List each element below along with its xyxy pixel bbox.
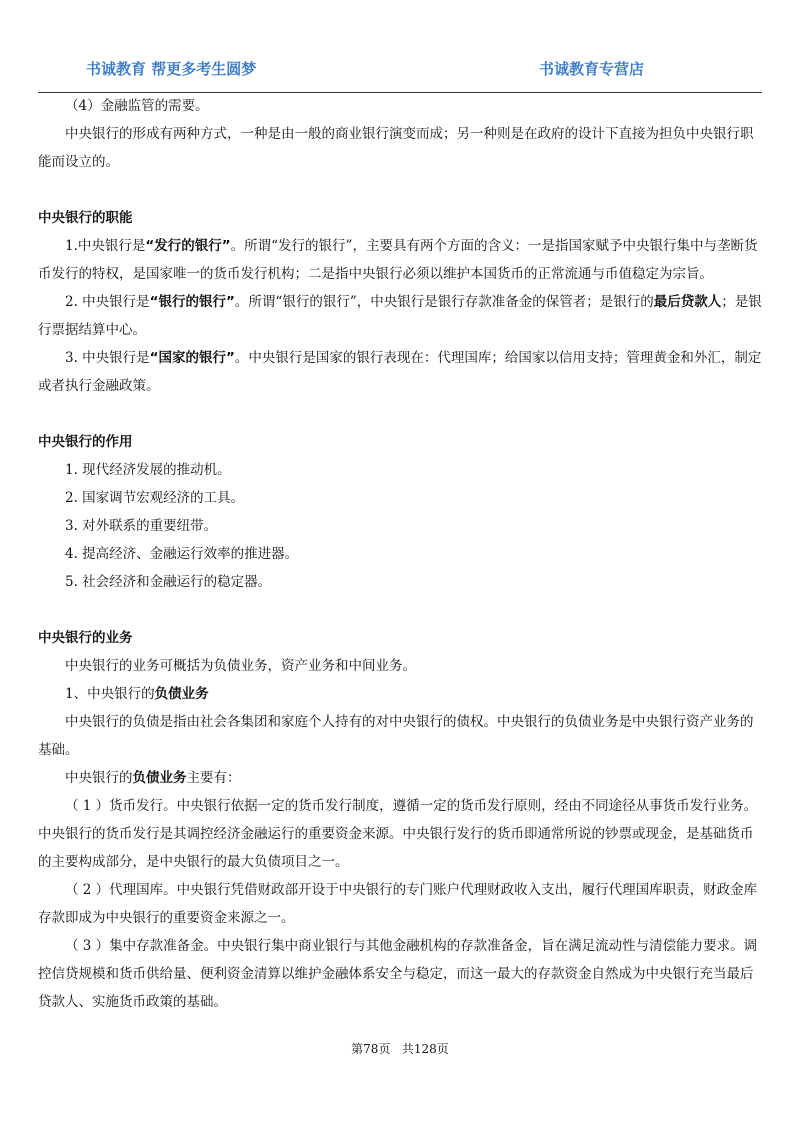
paragraph: （4）金融监管的需要。 [65,98,209,114]
header-right-store: 书诚教育专营店 [538,60,644,78]
paragraph: （ 1 ）货币发行。中央银行依据一定的货币发行制度，遵循一定的货币发行原则，经由不同途径从事货币发行业务。中央银行的货币发行是其调控经济金融运行的重要资金来源。中央银行发行的货币即通常所说的钞票或现金，是基础货币的主要构成部分，是中央银行的最大负债项目之一。 [38,798,758,870]
list-item: 2. 国家调节宏观经济的工具。 [65,490,245,506]
function-item-2: 2. 中央银行是“银行的银行”。所谓“银行的银行”，中央银行是银行存款准备金的保管者；是银行的最后贷款人；是银行票据结算中心。 [38,294,762,338]
page-number: 第78页 [351,1042,391,1056]
section-heading-roles: 中央银行的作用 [38,434,133,450]
header-left-slogan: 书诚教育 帮更多考生圆梦 [86,60,257,78]
page-header [38,56,762,93]
paragraph: 中央银行的形成有两种方式，一种是由一般的商业银行演变而成；另一种则是在政府的设计下直接为担负中央银行职能而设立的。 [38,126,754,170]
list-item: 3. 对外联系的重要纽带。 [65,518,218,534]
paragraph: 中央银行的业务可概括为负债业务，资产业务和中间业务。 [65,658,416,674]
paragraph: （ 2 ）代理国库。中央银行凭借财政部开设于中央银行的专门账户代理财政收入支出，履行代理国库职责，财政金库存款即成为中央银行的重要资金来源之一。 [38,882,758,926]
section-heading-functions: 中央银行的职能 [38,210,133,226]
page-footer [0,1040,800,1057]
list-item: 4. 提高经济、金融运行效率的推进器。 [65,546,299,562]
list-item: 1. 现代经济发展的推动机。 [65,462,231,478]
list-item: 5. 社会经济和金融运行的稳定器。 [65,574,272,590]
paragraph: 中央银行的负债业务主要有： [65,770,241,786]
paragraph: （ 3 ）集中存款准备金。中央银行集中商业银行与其他金融机构的存款准备金，旨在满足流动性与清偿能力要求。调控信贷规模和货币供给量、便利资金清算以维护金融体系安全与稳定，而这一最大的存款资金自然成为中央银行充当最后贷款人、实施货币政策的基础。 [38,938,758,1010]
function-item-3: 3. 中央银行是“国家的银行”。中央银行是国家的银行表现在：代理国库；给国家以信用支持；管理黄金和外汇，制定或者执行金融政策。 [38,350,762,394]
page-total: 共128页 [401,1042,449,1056]
subheading: 1、中央银行的负债业务 [65,686,209,702]
paragraph: 中央银行的负债是指由社会各集团和家庭个人持有的对中央银行的债权。中央银行的负债业务是中央银行资产业务的基础。 [38,714,754,758]
document-body [38,92,762,1016]
section-heading-business: 中央银行的业务 [38,630,133,646]
function-item-1: 1.中央银行是“发行的银行”。所谓“发行的银行”，主要具有两个方面的含义：一是指国家赋予中央银行集中与垄断货币发行的特权，是国家唯一的货币发行机构；二是指中央银行必须以维护本国货币的正常流通与币值稳定为宗旨。 [38,238,758,282]
